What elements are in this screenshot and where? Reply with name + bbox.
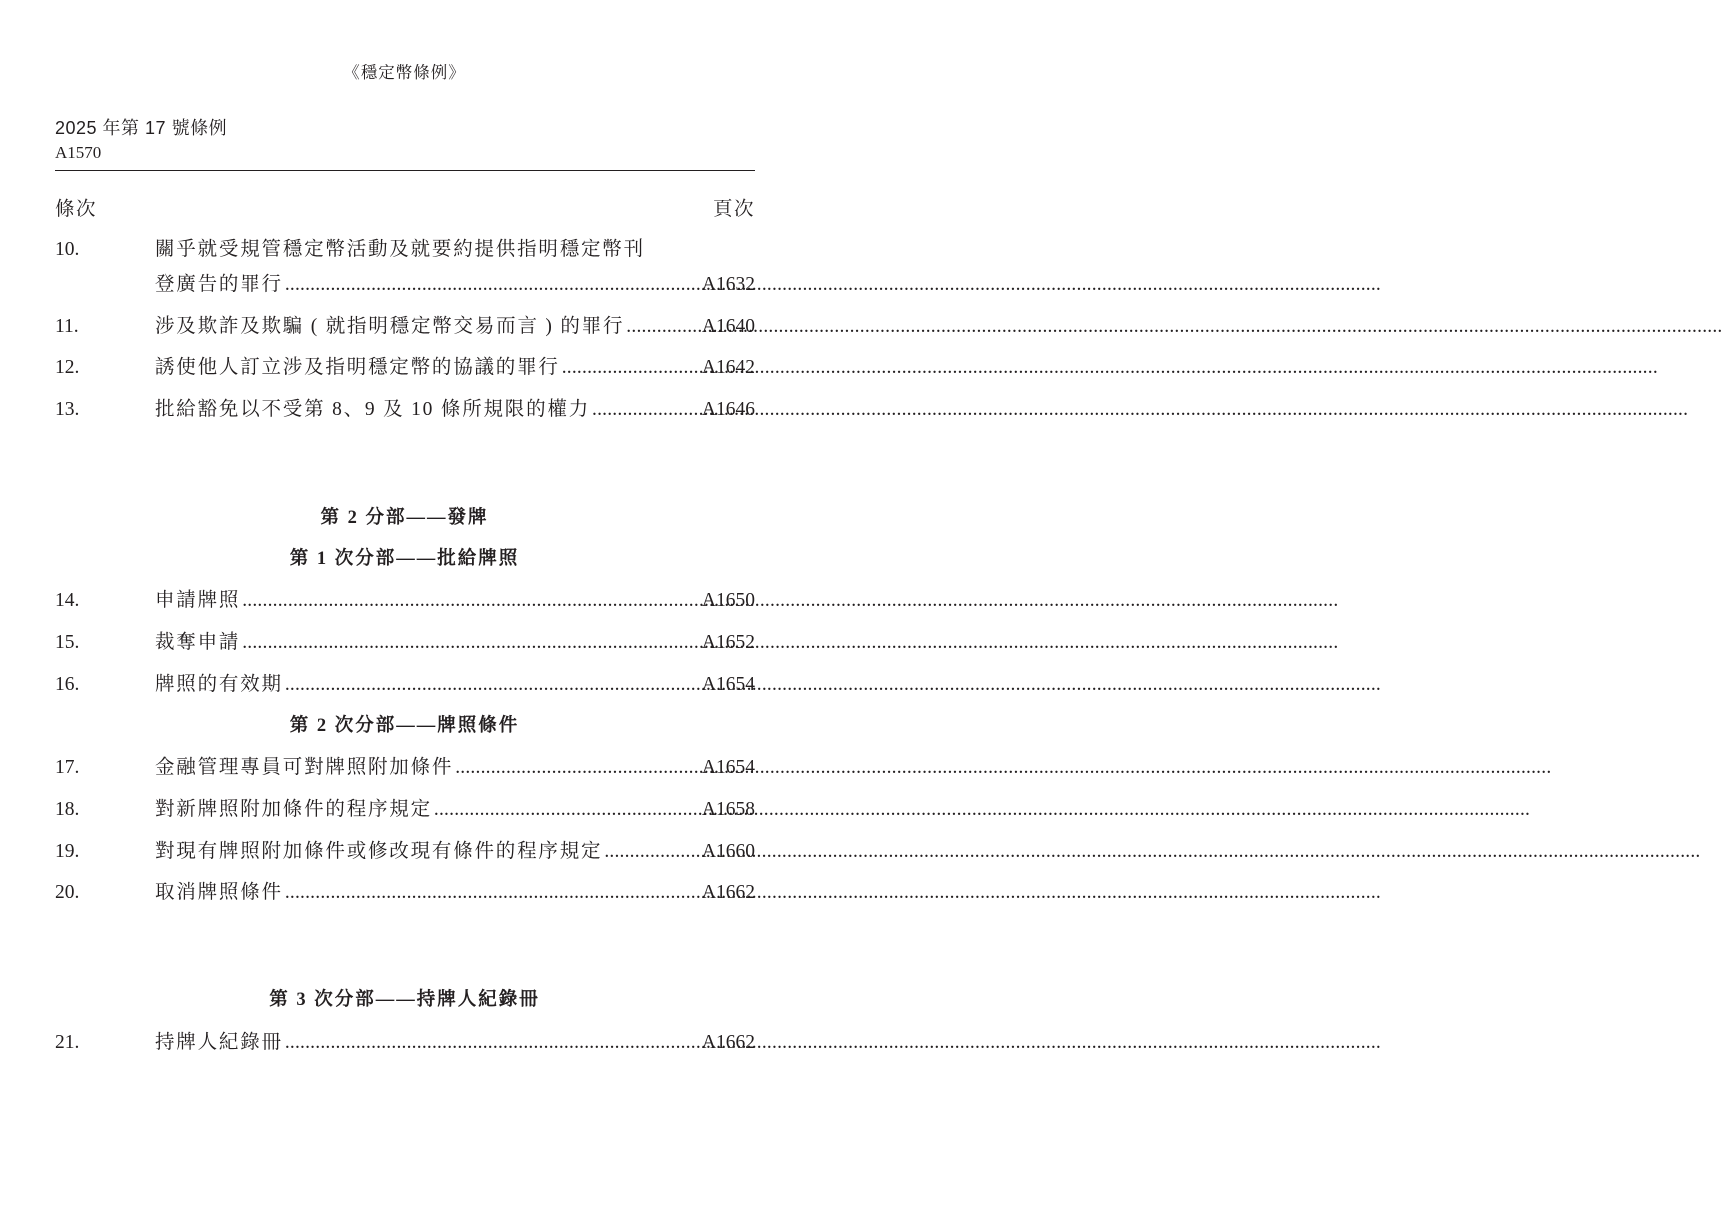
dot-leader [283,270,698,300]
dot-leader [240,586,698,616]
page-reference: A1658 [701,799,755,820]
section-number: 17. [55,757,80,778]
toc-entry [55,312,755,342]
page-reference: A1654 [701,674,755,695]
section-title: 持牌人紀錄冊 [155,1032,283,1053]
section-number: 10. [55,239,80,260]
section-title: 金融管理專員可對牌照附加條件 [155,757,454,778]
page-reference: A1642 [701,357,755,378]
section-title: 對現有牌照附加條件或修改現有條件的程序規定 [155,841,603,862]
section-number: 20. [55,882,80,903]
toc-entry [55,395,755,425]
toc-entry [55,670,755,700]
running-title: 《穩定幣條例》 [343,63,466,82]
page-reference: A1662 [701,882,755,903]
section-number: 14. [55,590,80,611]
dot-leader [432,795,698,825]
section-number: 15. [55,632,80,653]
dot-leader [624,312,698,342]
header-divider [55,170,755,171]
section-title: 涉及欺詐及欺騙 ( 就指明穩定幣交易而言 ) 的罪行 [155,316,625,337]
ordinance-reference: 2025 年第 17 號條例 [55,118,228,138]
page-reference: A1662 [701,1032,755,1053]
toc-entry [55,628,755,658]
section-number: 16. [55,674,80,695]
page-reference: A1652 [701,632,755,653]
toc-entry [55,1028,755,1058]
section-title: 牌照的有效期 [155,674,283,695]
section-title: 關乎就受規管穩定幣活動及就要約提供指明穩定幣刊 [155,239,645,260]
dot-leader [283,878,698,908]
dot-leader [560,353,698,383]
section-number: 13. [55,399,80,420]
page-reference: A1632 [701,274,755,295]
section-number: 11. [55,316,79,337]
page-reference: A1646 [701,399,755,420]
dot-leader [590,395,698,425]
dot-leader [283,670,698,700]
section-number: 21. [55,1032,80,1053]
dot-leader [602,837,698,867]
section-number: 12. [55,357,80,378]
subdivision-heading: 第 1 次分部——批給牌照 [289,549,520,569]
page-reference: A1650 [701,590,755,611]
subdivision-heading: 第 3 次分部——持牌人紀錄冊 [269,990,540,1010]
page-number: A1570 [55,143,102,162]
page-reference: A1640 [701,316,755,337]
section-title: 取消牌照條件 [155,882,283,903]
column-header-page: 頁次 [712,199,755,220]
toc-entry [55,586,755,616]
toc-entry [55,353,755,383]
dot-leader [240,628,698,658]
page-reference: A1660 [701,841,755,862]
section-title: 批給豁免以不受第 8、9 及 10 條所規限的權力 [155,399,590,420]
section-title-continued: 登廣告的罪行 [155,274,283,295]
toc-entry [55,235,755,300]
toc-entry [55,753,755,783]
column-header-section: 條次 [55,199,98,220]
section-title: 對新牌照附加條件的程序規定 [155,799,432,820]
section-title: 裁奪申請 [155,632,241,653]
part-heading: 第 2 分部——發牌 [320,508,489,528]
subdivision-heading: 第 2 次分部——牌照條件 [289,716,520,736]
toc-entry [55,795,755,825]
dot-leader [283,1028,698,1058]
section-number: 18. [55,799,80,820]
section-title: 誘使他人訂立涉及指明穩定幣的協議的罪行 [155,357,560,378]
toc-entry [55,837,755,867]
section-number: 19. [55,841,80,862]
dot-leader [453,753,698,783]
section-title: 申請牌照 [155,590,241,611]
toc-entry [55,878,755,908]
page-reference: A1654 [701,757,755,778]
